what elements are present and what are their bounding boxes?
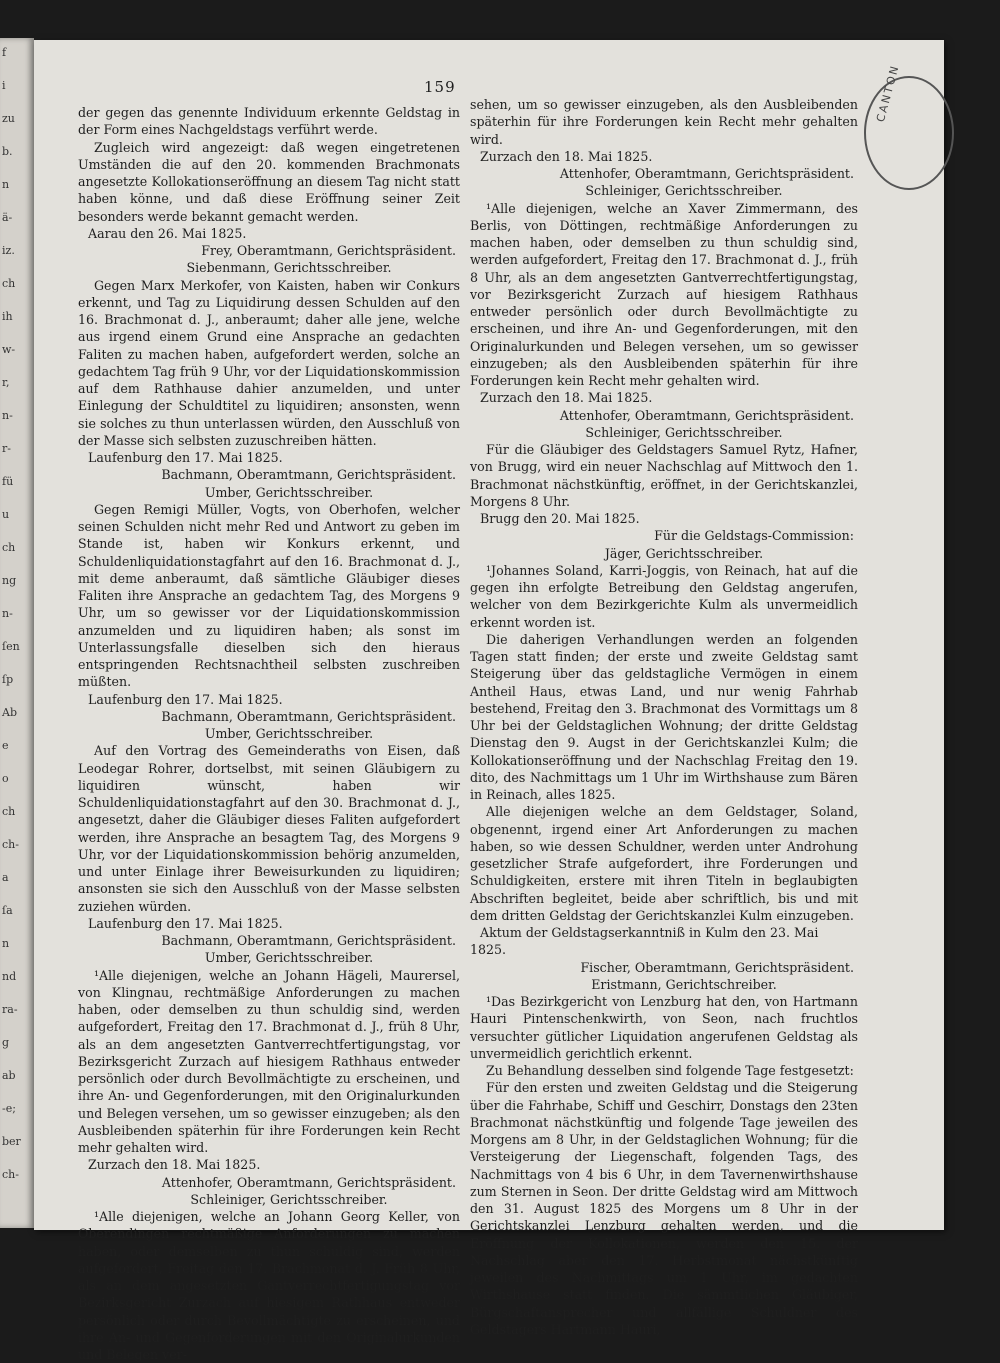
left-column-paragraph: Umber, Gerichtsschreiber. [204, 484, 374, 500]
right-column-paragraph: Die daherigen Verhandlungen werden an folgenden Tagen statt finden; der erste und zweite Geldstag samt Steigerung über das geldstagliche Vermögen in einem Antheil Haus, etwas Land, und nur wenig Fahrhab bestehend, Freitag den 3. Brachmonat des Vormittags um 8 Uhr bei der Geldstaglichen Wohnung; der dritte Geldstag Dienstag den 9. Augst in der Gerichtskanzlei Kulm; die Kollokationseröffnung und der Nachschlag Freitag den 19. dito, des Nachmittags um 1 Uhr im Wirthshause zum Bären in Reinach, alles 1825. [470, 631, 858, 802]
margin-fragment: ab [2, 1069, 16, 1082]
right-column [470, 96, 858, 1338]
margin-fragment: r- [2, 442, 11, 455]
right-column-paragraph: Aktum der Geldstagserkanntniß in Kulm den 23. Mai 1825. [470, 925, 819, 958]
right-column-paragraph: Brugg den 20. Mai 1825. [480, 511, 640, 526]
margin-fragment: ch- [2, 838, 19, 851]
margin-fragment: n [2, 937, 10, 950]
margin-fragment: zu [2, 112, 15, 125]
right-column-paragraph: Schleiniger, Gerichtsschreiber. [585, 183, 783, 199]
margin-fragment: ä- [2, 211, 13, 224]
margin-fragment: ch [2, 541, 16, 554]
margin-fragment: ng [2, 574, 17, 587]
margin-fragment: -e; [2, 1102, 16, 1115]
right-column-paragraph: Für die Gläubiger des Geldstagers Samuel Rytz, Hafner, von Brugg, wird ein neuer Nachschlag auf Mittwoch den 1. Brachmonat nächstkünftig, eröffnet, in der Gerichtskanzlei, Morgens 8 Uhr. [470, 442, 858, 509]
margin-fragment: n- [2, 409, 13, 422]
left-column-paragraph: Laufenburg den 17. Mai 1825. [88, 915, 283, 931]
right-column-paragraph: Zurzach den 18. Mai 1825. [480, 148, 653, 164]
margin-fragment: e [2, 739, 9, 752]
right-column-paragraph: Schleiniger, Gerichtsschreiber. [585, 424, 783, 440]
margin-fragment: ra- [2, 1003, 18, 1016]
margin-fragment: ch- [2, 1168, 19, 1181]
margin-fragment: ſa [2, 904, 13, 917]
margin-fragment: ſen [2, 640, 20, 653]
right-column-paragraph: Für die Geldstags-Commission: [654, 528, 854, 544]
left-column-paragraph: ¹Alle diejenigen, welche an Johann Hägeli, Maurersel, von Klingnau, rechtmäßige Anforderungen zu machen haben, oder demselben zu thun schuldig sind, werden aufgefordert, Freitag den 17. Brachmonat d. J., früh 8 Uhr, als an dem angesetzten Gantverrechtfertigungstag, vor Bezirksgericht Zurzach auf hiesigem Rathhaus entweder persönlich oder durch Bevollmächtigte zu erscheinen, und ihre An- und Gegenforderungen, mit den Originalurkunden und Belegen versehen, um so gewisser einzugeben; als den Ausbleibenden späterhin für ihre Forderungen kein Recht mehr gehalten wird. [78, 967, 460, 1155]
left-column-paragraph: Gegen Remigi Müller, Vogts, von Oberhofen, welcher seinen Schulden nicht mehr Red und Antwort zu geben im Stande ist, haben wir Konkurs erkennt, und Schuldenliquidationstagfahrt auf den 16. Brachmonat d. J., mit deme anberaumt, daß sämtliche Gläubiger dieses Faliten ihre Ansprache an gedachtem Tag, des Morgens 9 Uhr, um so gewisser vor der Liquidationskommission anzumelden und zu liquidiren haben; als sonst im Unterlassungsfalle dieselben sich den hieraus entspringenden Rechtsnachtheil selbsten zuschreiben müßten. [78, 501, 460, 690]
newspaper-page [34, 40, 944, 1362]
margin-fragment: ber [2, 1135, 21, 1148]
right-column-paragraph: Alle diejenigen welche an dem Geldstager, Soland, obgenennt, irgend einer Art Anforderungen zu machen haben, so wie dessen Schuldner, werden unter Androhung gesetzlicher Strafe aufgefordert, ihre Forderungen und Schuldigkeiten, erstere mit ihren Titeln in beglaubigten Abschriften begleitet, beide aber schriftlich, bis und mit dem dritten Geldstag der Gerichtskanzlei Kulm einzugeben. [470, 804, 858, 923]
left-column-paragraph: Laufenburg den 17. Mai 1825. [88, 691, 283, 707]
left-column-paragraph: Aarau den 26. Mai 1825. [88, 225, 247, 241]
left-column-paragraph: Schleiniger, Gerichtsschreiber. [190, 1191, 388, 1207]
left-column-paragraph: Zurzach den 18. Mai 1825. [88, 1157, 261, 1173]
right-column-paragraph: ¹Alle diejenigen, welche an Xaver Zimmermann, des Berlis, von Döttingen, rechtmäßige Anforderungen zu machen haben, oder demselben zu thun schuldig sind, werden aufgefordert, Freitag den 17. Brachmonat d. J., früh 8 Uhr, als an dem angesetzten Gantverrechtfertigungstag, vor Bezirksgericht Zurzach auf hiesigem Rathhaus entweder persönlich oder durch Bevollmächtigte zu erscheinen, und ihre An- und Gegenforderungen, mit den Originalurkunden und Belegen versehen, um so gewisser einzugeben; als den Ausbleibenden späterhin für ihre Forderungen kein Recht mehr gehalten wird. [470, 200, 858, 388]
right-column-paragraph: Für den ersten und zweiten Geldstag und die Steigerung über die Fahrhabe, Schiff und Geschirr, Donstags den 23ten Brachmonat nächstkünftig und folgende Tage jeweilen des Morgens am 8 Uhr, in der Geldstaglichen Wohnung; für die Versteigerung der Liegenschaft, folgenden Tags, des Nachmittags von 4 bis 6 Uhr, in dem Tavernenwirthshause zum Sternen in Seon. Der dritte Geldstag wird am Mittwoch den 31. August 1825 des Morgens um 8 Uhr in der Gerichtskanzlei Lenzburg gehalten werden, und die Eröffnung der Kollokationen, werden den 15. der Nachschlag aber den 17. Herbstmonat nächstkünftig jeweilen des Nachmittags um 1 Uhr, im gedachten Wirthshause statt finden. Die sämmtlichen Gläubiger, Bürgschaftansprecher und allfällige Schuldner des Geldstagers Hartmann Hauri, [470, 1080, 858, 1337]
left-column-paragraph: Bachmann, Oberamtmann, Gerichtspräsident. [161, 467, 456, 483]
margin-fragment: n- [2, 607, 13, 620]
left-column-paragraph: Umber, Gerichtsschreiber. [204, 950, 374, 966]
stamp-text: CANTON [874, 62, 902, 124]
right-column-paragraph: Zurzach den 18. Mai 1825. [480, 390, 653, 406]
margin-fragment: ch [2, 805, 16, 818]
margin-fragment: n [2, 178, 10, 191]
margin-fragment: nd [2, 970, 17, 983]
margin-fragment: ch [2, 277, 16, 290]
margin-fragment: Ab [2, 706, 17, 719]
margin-fragment: iz. [2, 244, 15, 257]
margin-fragment: f [2, 46, 7, 59]
left-column-paragraph: ¹Alle diejenigen, welche an Johann Georg Keller, von Oberendingen rechtmäßige Anforderungen zu machen haben, oder demselben zu thun schuldig sind, werden aufgefordert, Freitag den 17. Brachmonat d. J. Früh 8 Uhr, als an dem angesetzten Gantverrechtfertigungstag vor Bezirksgericht Zurzach auf hiesigem Rathhaus entweder persönlich oder durch Bevollmächtigte zu erscheinen, und ihre An- und Gegenforderungen mit den Originalurkunden und Belegen ver- [78, 1209, 460, 1362]
right-column-paragraph: sehen, um so gewisser einzugeben, als den Ausbleibenden späterhin für ihre Forderungen kein Recht mehr gehalten wird. [470, 97, 858, 147]
margin-fragment: g [2, 1036, 10, 1049]
left-column-paragraph: Umber, Gerichtsschreiber. [204, 726, 374, 741]
right-column-paragraph: Attenhofer, Oberamtmann, Gerichtspräsident. [559, 166, 854, 181]
left-column-paragraph: Laufenburg den 17. Mai 1825. [88, 450, 283, 465]
margin-fragment: r, [2, 376, 10, 389]
margin-fragment: ſp [2, 673, 14, 686]
left-column-paragraph: Frey, Oberamtmann, Gerichtspräsident. [201, 243, 456, 258]
left-column-paragraph: Attenhofer, Oberamtmann, Gerichtspräsident. [161, 1174, 456, 1190]
page-number: 159 [424, 78, 456, 96]
margin-fragment: fü [2, 475, 14, 488]
left-column-paragraph: Auf den Vortrag des Gemeinderaths von Eisen, daß Leodegar Rohrer, dortselbst, mit seinen Gläubigern zu liquidiren wünscht, haben wir Schuldenliquidationstagfahrt auf den 30. Brachmonat d. J., angesetzt, daher die Gläubiger dieses Faliten aufgefordert werden, ihre Ansprache an besagtem Tag, des Morgens 9 Uhr, vor der Liquidationskommission behörig anzumelden, und unter Einlage ihrer Beweisurkunden zu liquidiren; ansonsten sie sich den Ausschluß von der Masse selbsten zuziehen würden. [78, 743, 460, 914]
left-column-paragraph: Gegen Marx Merkofer, von Kaisten, haben wir Conkurs erkennt, und Tag zu Liquidirung dessen Schulden auf den 16. Brachmonat d. J., anberaumt; daher alle jene, welche aus irgend einem Grund eine Ansprache an gedachten Faliten zu machen haben, aufgefordert werden, solche an gedachtem Tag früh 9 Uhr, vor der Liquidationskommission auf dem Rathhause dahier anzumelden, und unter Einlegung der Schuldtitel zu liquidiren; ansonsten, wenn sie solches zu thun unterlassen würden, den Ausschluß von der Masse sich selbsten zuzuschreiben hätten. [78, 277, 460, 448]
margin-fragment: a [2, 871, 9, 884]
right-column-paragraph: Zu Behandlung desselben sind folgende Tage festgesetzt: [486, 1063, 854, 1078]
right-column-paragraph: ¹Johannes Soland, Karri-Joggis, von Reinach, hat auf die gegen ihn erfolgte Betreibung den Geldstag angerufen, welcher von dem Bezirkgerichte Kulm als unvermeidlich erkennt worden ist. [470, 562, 858, 630]
margin-fragment: o [2, 772, 9, 785]
right-column-paragraph: Attenhofer, Oberamtmann, Gerichtspräsident. [559, 407, 854, 423]
margin-fragment: w- [2, 343, 16, 356]
right-column-paragraph: Jäger, Gerichtsschreiber. [604, 545, 764, 561]
left-column-paragraph: Siebenmann, Gerichtsschreiber. [186, 260, 392, 276]
margin-fragment: b. [2, 145, 13, 158]
margin-fragment: u [2, 508, 10, 521]
previous-page-edge [0, 38, 34, 1228]
margin-fragment: i [2, 79, 6, 92]
left-column-paragraph: Zugleich wird angezeigt: daß wegen eingetretenen Umständen die auf den 20. kommenden Brachmonats angesetzte Kollokationseröffnung an diesem Tag nicht statt haben könne, und daß diese Eröffnung seiner Zeit besonders werde bekannt gemacht werden. [78, 139, 460, 224]
right-column-paragraph: Eristmann, Gerichtschreiber. [591, 976, 777, 992]
margin-fragment: ih [2, 310, 13, 323]
right-column-paragraph: ¹Das Bezirkgericht von Lenzburg hat den, von Hartmann Hauri Pintenschenkwirth, von Seon, nach fruchtlos versuchter gütlicher Liquidation angerufenen Geldstag als unvermeidlich gerichtlich erkennt. [470, 994, 858, 1061]
left-column-paragraph: der gegen das genennte Individuum erkennte Geldstag in der Form eines Nachgeldstags verführt werde. [78, 105, 460, 138]
left-column-paragraph: Bachmann, Oberamtmann, Gerichtspräsident. [161, 933, 456, 948]
left-column-paragraph: Bachmann, Oberamtmann, Gerichtspräsident. [161, 708, 456, 724]
right-column-paragraph: Fischer, Oberamtmann, Gerichtspräsident. [580, 959, 854, 975]
left-column [78, 104, 460, 1363]
library-stamp [864, 62, 954, 190]
